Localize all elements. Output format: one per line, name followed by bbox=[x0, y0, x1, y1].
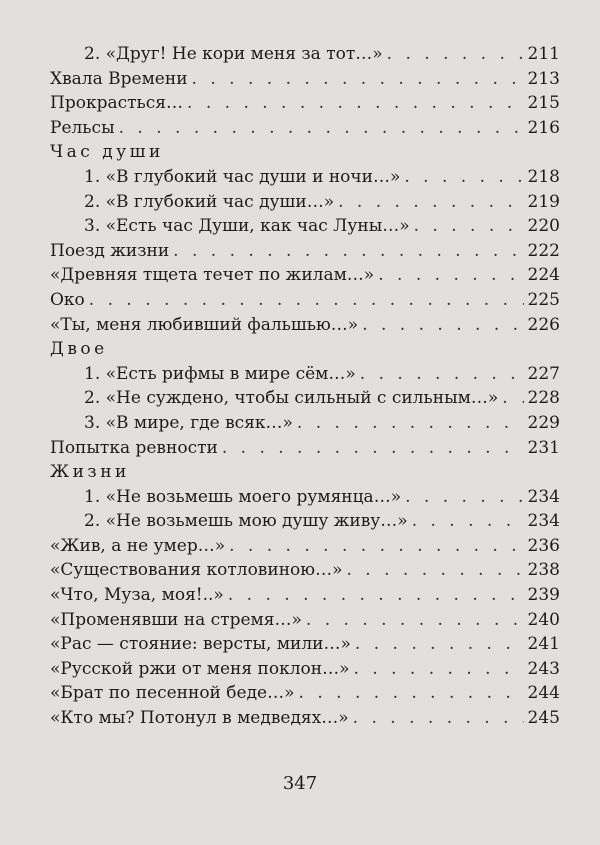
toc-entry-title: Рельсы bbox=[50, 117, 115, 138]
dot-leader bbox=[387, 42, 524, 67]
toc-entry-page: 245 bbox=[527, 708, 560, 729]
toc-entry-title: 2. «Не возьмешь мою душу живу…» bbox=[84, 511, 408, 532]
toc-section-heading: Двое bbox=[50, 339, 108, 360]
toc-entry-title: «Древняя тщета течет по жилам…» bbox=[50, 265, 375, 286]
toc-section-heading: Час души bbox=[50, 142, 164, 163]
dot-leader bbox=[404, 165, 523, 190]
toc-entry-title: 1. «Есть рифмы в мире сём…» bbox=[84, 363, 356, 384]
toc-entry-title: Хвала Времени bbox=[50, 68, 188, 89]
dot-leader bbox=[353, 706, 524, 731]
toc-entry-page: 224 bbox=[527, 265, 560, 286]
toc-entry bbox=[50, 42, 560, 67]
toc-entry-page: 213 bbox=[527, 68, 560, 89]
toc-entry bbox=[50, 411, 560, 436]
toc-entry bbox=[50, 657, 560, 682]
toc-entry-title: 2. «Не суждено, чтобы сильный с сильным…» bbox=[84, 388, 499, 409]
toc-entry bbox=[50, 509, 560, 534]
toc-entry-page: 234 bbox=[527, 511, 560, 532]
dot-leader bbox=[299, 681, 524, 706]
dot-leader bbox=[502, 386, 523, 411]
dot-leader bbox=[187, 91, 524, 116]
toc-entry-page: 234 bbox=[527, 486, 560, 507]
toc-entry-page: 239 bbox=[527, 585, 560, 606]
dot-leader bbox=[192, 67, 524, 92]
toc-entry-page: 236 bbox=[527, 535, 560, 556]
toc-entry-page: 218 bbox=[527, 166, 560, 187]
toc-entry bbox=[50, 313, 560, 338]
dot-leader bbox=[297, 411, 524, 436]
toc-entry-page: 240 bbox=[527, 609, 560, 630]
toc-entry-title: Око bbox=[50, 289, 85, 310]
toc-entry-page: 238 bbox=[527, 560, 560, 581]
toc-entry-title: «Рас — стояние: версты, мили…» bbox=[50, 634, 351, 655]
dot-leader bbox=[228, 583, 524, 608]
toc-entry bbox=[50, 116, 560, 141]
toc-entry-title: 1. «Не возьмешь моего румянца…» bbox=[84, 486, 402, 507]
dot-leader bbox=[362, 313, 523, 338]
toc-entry-page: 229 bbox=[527, 412, 560, 433]
toc-entry bbox=[50, 190, 560, 215]
toc-entry-title: 3. «Есть час Души, как час Луны…» bbox=[84, 216, 410, 237]
table-of-contents bbox=[50, 42, 560, 731]
toc-entry-page: 215 bbox=[527, 93, 560, 114]
toc-entry bbox=[50, 386, 560, 411]
dot-leader bbox=[222, 436, 524, 461]
toc-entry-title: Поезд жизни bbox=[50, 240, 170, 261]
toc-entry bbox=[50, 706, 560, 731]
dot-leader bbox=[338, 190, 523, 215]
toc-entry bbox=[50, 485, 560, 510]
toc-entry-title: «Променявши на стремя…» bbox=[50, 609, 302, 630]
dot-leader bbox=[355, 632, 524, 657]
toc-entry-title: 1. «В глубокий час души и ночи…» bbox=[84, 166, 401, 187]
toc-entry-page: 216 bbox=[527, 117, 560, 138]
dot-leader bbox=[360, 362, 524, 387]
dot-leader bbox=[346, 558, 523, 583]
toc-entry-title: «Русской ржи от меня поклон…» bbox=[50, 658, 350, 679]
toc-entry-page: 244 bbox=[527, 683, 560, 704]
toc-entry-title: «Что, Муза, моя!..» bbox=[50, 585, 224, 606]
dot-leader bbox=[378, 263, 523, 288]
dot-leader bbox=[229, 534, 523, 559]
toc-entry-page: 225 bbox=[527, 289, 560, 310]
toc-entry bbox=[50, 436, 560, 461]
toc-entry-title: 2. «Друг! Не кори меня за тот…» bbox=[84, 44, 383, 64]
toc-entry bbox=[50, 632, 560, 657]
dot-leader bbox=[119, 116, 524, 141]
toc-section-heading: Жизни bbox=[50, 462, 130, 483]
toc-entry-page: 241 bbox=[527, 634, 560, 655]
toc-entry bbox=[50, 681, 560, 706]
toc-entry-page: 220 bbox=[527, 216, 560, 237]
toc-entry-page: 219 bbox=[527, 191, 560, 212]
toc-entry bbox=[50, 239, 560, 264]
toc-entry bbox=[50, 362, 560, 387]
toc-entry bbox=[50, 91, 560, 116]
toc-entry bbox=[50, 263, 560, 288]
toc-entry-page: 211 bbox=[527, 44, 560, 64]
dot-leader bbox=[89, 288, 524, 313]
toc-entry-page: 227 bbox=[527, 363, 560, 384]
dot-leader bbox=[306, 608, 524, 633]
dot-leader bbox=[173, 239, 523, 264]
dot-leader bbox=[412, 509, 524, 534]
toc-entry-title: Прокрасться… bbox=[50, 93, 184, 114]
dot-leader bbox=[353, 657, 523, 682]
toc-entry bbox=[50, 534, 560, 559]
toc-entry bbox=[50, 558, 560, 583]
toc-entry-page: 243 bbox=[527, 658, 560, 679]
toc-entry-page: 222 bbox=[527, 240, 560, 261]
toc-entry bbox=[50, 583, 560, 608]
toc-entry-title: «Существования котловиною…» bbox=[50, 560, 343, 581]
toc-entry bbox=[50, 67, 560, 92]
toc-entry-page: 231 bbox=[527, 437, 560, 458]
dot-leader bbox=[405, 485, 523, 510]
toc-entry bbox=[50, 165, 560, 190]
toc-entry-title: «Брат по песенной беде…» bbox=[50, 683, 295, 704]
toc-entry-title: «Кто мы? Потонул в медведях…» bbox=[50, 708, 349, 729]
toc-entry-title: «Ты, меня любивший фальшью…» bbox=[50, 314, 359, 335]
toc-entry-title: Попытка ревности bbox=[50, 437, 218, 458]
toc-entry bbox=[50, 288, 560, 313]
toc-entry-title: 3. «В мире, где всяк…» bbox=[84, 412, 293, 433]
toc-entry-page: 228 bbox=[527, 388, 560, 409]
toc-entry bbox=[50, 608, 560, 633]
toc-entry bbox=[50, 214, 560, 239]
dot-leader bbox=[414, 214, 524, 239]
toc-entry-title: 2. «В глубокий час души…» bbox=[84, 191, 335, 212]
toc-entry-page: 226 bbox=[527, 314, 560, 335]
toc-entry-title: «Жив, а не умер…» bbox=[50, 535, 226, 556]
page-number: 347 bbox=[282, 773, 318, 794]
